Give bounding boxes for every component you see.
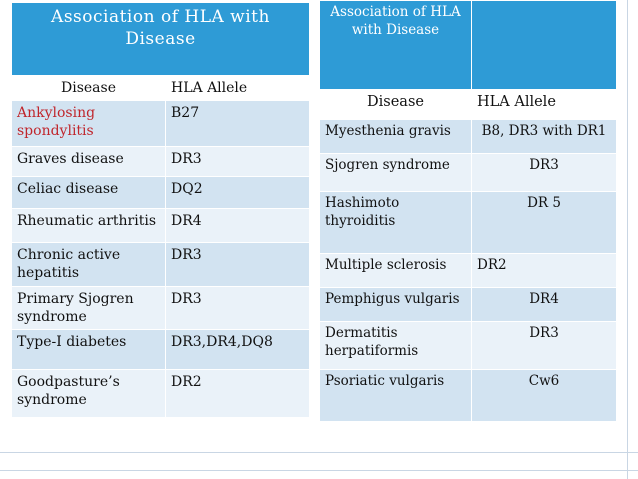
hla-table-left — [11, 2, 310, 418]
table-row — [12, 243, 310, 286]
allele-cell: DR4 — [166, 209, 310, 243]
allele-cell: DR4 — [472, 288, 617, 322]
title-blank-cell — [472, 1, 617, 90]
allele-cell: Cw6 — [472, 370, 617, 422]
column-header-allele: HLA Allele — [166, 76, 310, 101]
allele-cell: DR3,DR4,DQ8 — [166, 329, 310, 369]
disease-cell: Goodpasture’s syndrome — [12, 369, 166, 417]
table-row — [320, 370, 617, 422]
disease-cell: Sjogren syndrome — [320, 154, 472, 192]
table-row — [320, 322, 617, 370]
allele-cell: DR 5 — [472, 192, 617, 254]
disease-cell: Type-I diabetes — [12, 329, 166, 369]
table-row — [12, 286, 310, 329]
allele-cell: DQ2 — [166, 177, 310, 209]
table-row — [320, 154, 617, 192]
table-row — [12, 369, 310, 417]
allele-cell: DR3 — [166, 147, 310, 177]
decor-line — [0, 452, 638, 453]
disease-cell: Dermatitis herpatiformis — [320, 322, 472, 370]
disease-cell: Graves disease — [12, 147, 166, 177]
table-row — [12, 147, 310, 177]
allele-cell: DR2 — [472, 254, 617, 288]
disease-cell: Multiple sclerosis — [320, 254, 472, 288]
table-row — [12, 101, 310, 147]
table-row — [12, 177, 310, 209]
disease-cell: Rheumatic arthritis — [12, 209, 166, 243]
disease-cell: Celiac disease — [12, 177, 166, 209]
disease-cell: Ankylosing spondylitis — [12, 101, 166, 147]
allele-cell: DR3 — [166, 286, 310, 329]
allele-cell: B27 — [166, 101, 310, 147]
hla-table-right — [319, 0, 617, 422]
disease-cell: Primary Sjogren syndrome — [12, 286, 166, 329]
column-header-allele: HLA Allele — [472, 90, 617, 120]
disease-cell: Chronic active hepatitis — [12, 243, 166, 286]
table-title: Association of HLA with Disease — [12, 3, 310, 76]
disease-cell: Myesthenia gravis — [320, 120, 472, 154]
table-row — [320, 288, 617, 322]
disease-cell: Hashimoto thyroiditis — [320, 192, 472, 254]
table-title: Association of HLA with Disease — [320, 1, 472, 90]
column-header-disease: Disease — [12, 76, 166, 101]
allele-cell: DR3 — [472, 154, 617, 192]
table-row — [12, 209, 310, 243]
allele-cell: DR3 — [166, 243, 310, 286]
column-header-disease: Disease — [320, 90, 472, 120]
allele-cell: DR2 — [166, 369, 310, 417]
table-row — [320, 192, 617, 254]
disease-cell: Psoriatic vulgaris — [320, 370, 472, 422]
table-row — [12, 329, 310, 369]
allele-cell: B8, DR3 with DR1 — [472, 120, 617, 154]
decor-line — [0, 470, 638, 471]
table-row — [320, 254, 617, 288]
allele-cell: DR3 — [472, 322, 617, 370]
disease-cell: Pemphigus vulgaris — [320, 288, 472, 322]
table-row — [320, 120, 617, 154]
decor-line — [627, 0, 628, 479]
